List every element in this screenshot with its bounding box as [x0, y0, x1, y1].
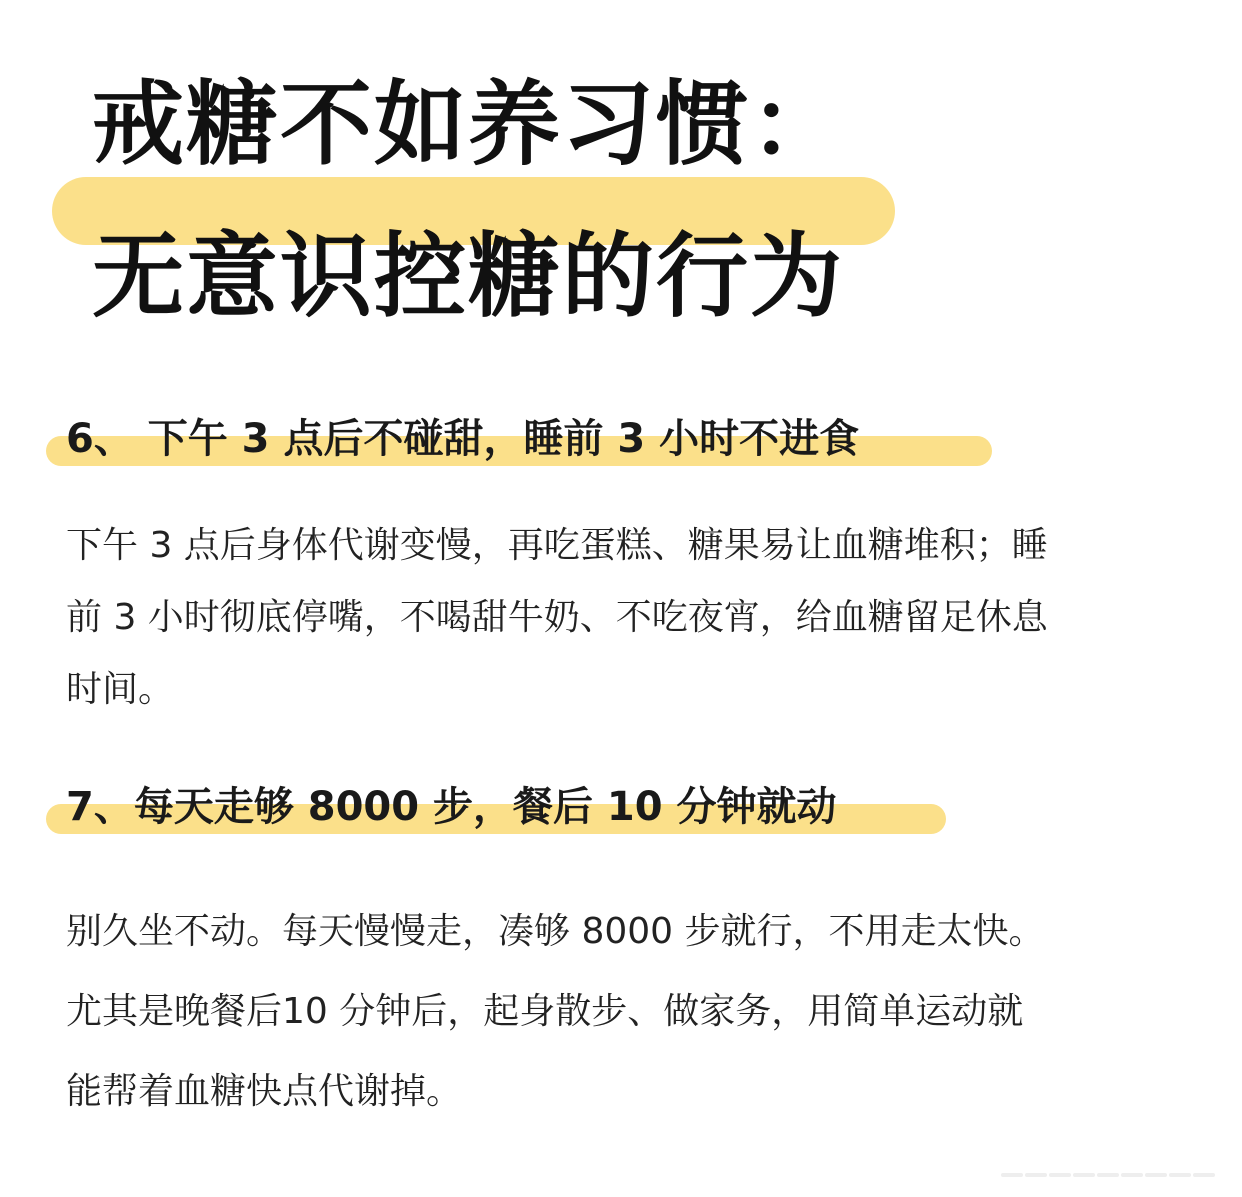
section-6-body [66, 510, 1156, 726]
section-7-body [66, 892, 1156, 1132]
section-6-heading: 6、 下午 3 点后不碰甜，睡前 3 小时不进食 [66, 416, 860, 462]
section-7-body-line: 能帮着血糖快点代谢掉。 [66, 1071, 463, 1112]
section-7-body-line: 别久坐不动。每天慢慢走，凑够 8000 步就行，不用走太快。 [66, 911, 1045, 952]
section-6-body-line: 下午 3 点后身体代谢变慢，再吃蛋糕、糖果易让血糖堆积；睡 [66, 525, 1048, 566]
page-title-line-2: 无意识控糖的行为 [92, 223, 845, 330]
section-6-body-line: 前 3 小时彻底停嘴，不喝甜牛奶、不吃夜宵，给血糖留足休息 [66, 597, 1048, 638]
watermark [1000, 1161, 1230, 1191]
section-7-body-line: 尤其是晚餐后10 分钟后，起身散步、做家务，用简单运动就 [66, 991, 1024, 1032]
section-6-body-line: 时间。 [66, 669, 175, 710]
section-7-heading: 7、每天走够 8000 步，餐后 10 分钟就动 [66, 784, 837, 830]
page-title-line-1: 戒糖不如养习惯： [92, 71, 845, 178]
